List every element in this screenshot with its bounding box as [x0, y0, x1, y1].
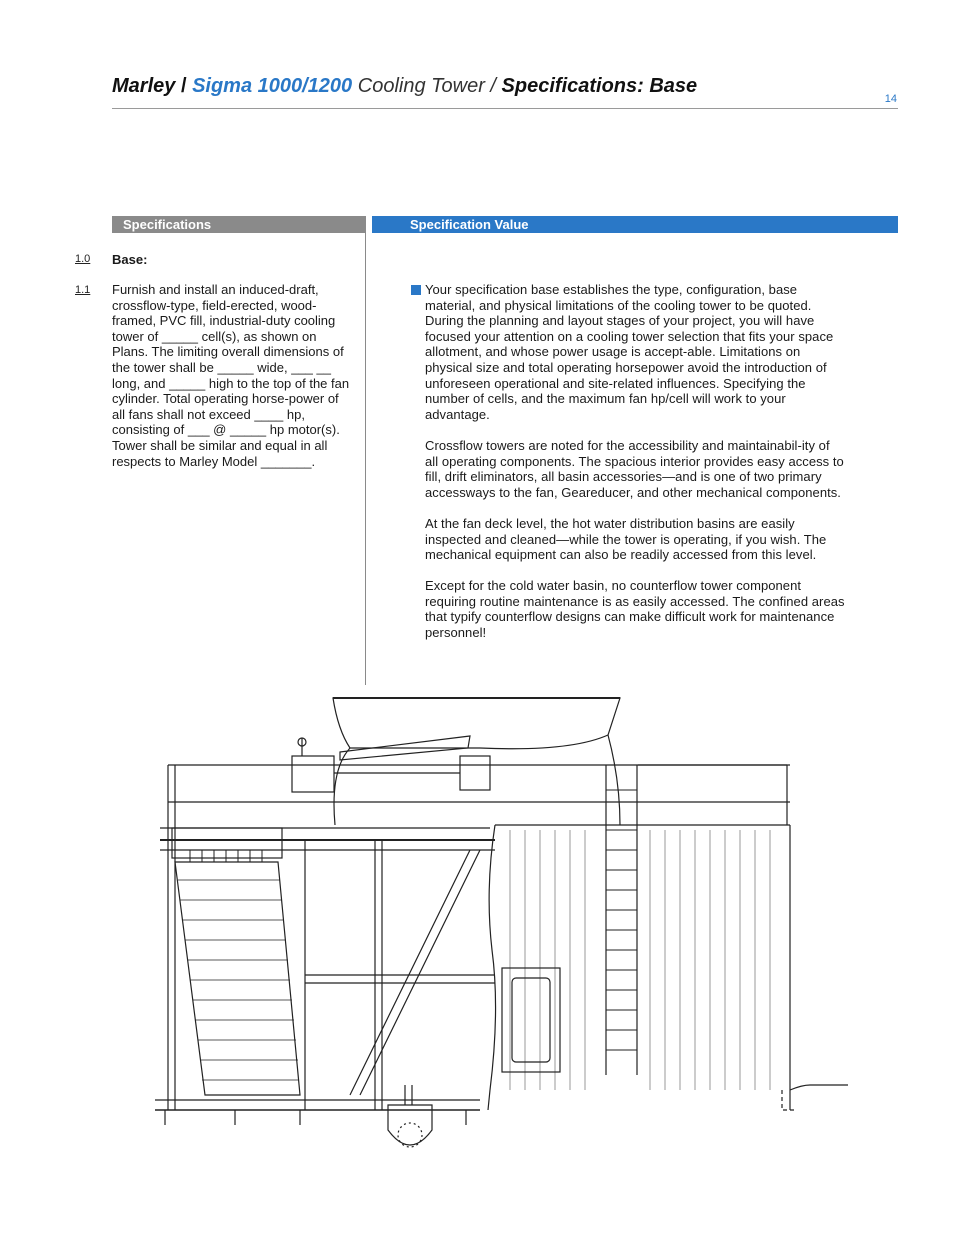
- value-paragraph: At the fan deck level, the hot water distribution basins are easily inspected and cleaned—while the tower is operating, if you wish. The mechanical equipment can also be readily accessed from this level.: [425, 515, 827, 563]
- page-title: [112, 72, 697, 100]
- value-paragraph: Except for the cold water basin, no counterflow tower component requiring routine maintenance is as easily accessed. The confined areas that typify counterflow designs can make difficult work for maintenance personnel!: [425, 578, 845, 641]
- value-paragraph: Crossflow towers are noted for the accessibility and maintainabil-ity of all operating components. The spacious interior provides easy access to fill, drift eliminators, all basin accessories—and is one of two primary accessways to the fan, Geareducer, and other mechanical components.: [425, 437, 844, 500]
- model-name: Sigma 1000/1200: [192, 75, 353, 97]
- item-number-1-1: 1.1: [75, 284, 91, 296]
- specification-value-column-header: Specification Value: [372, 216, 898, 233]
- product-name: Cooling Tower: [357, 75, 485, 97]
- item-label-base: Base:: [112, 252, 148, 267]
- specification-value-text: [425, 282, 845, 656]
- value-paragraph: Your specification base establishes the type, configuration, base material, and physical limitations of the cooling tower to be quoted. During the planning and layout stages of your project, you will have focused your attention on a cooling tower selection that fits your space allotment, and whose power usage is accept-able. Limitations on physical size and total operating horsepower avoid the introduction of unforeseen operational and site-related influences. Specifying the number of cells, and the maximum fan hp/cell will work to your advantage.: [425, 282, 834, 422]
- specification-text: Furnish and install an induced-draft, crossflow-type, field-erected, wood-framed, PVC fill, industrial-duty cooling tower of _____ cell(s), as shown on Plans. The limiting overall dimensions of the tower shall be _____ wide, ___ __ long, and _____ high to the top of the fan cylinder. Total operating horse-power of all fans shall not exceed ____ hp, consisting of ___ @ _____ hp motor(s). Tower shall be similar and equal in all respects to Marley Model _______.: [112, 282, 350, 469]
- column-divider: [365, 233, 366, 685]
- section-name: Specifications: Base: [501, 75, 698, 97]
- item-number-1-0: 1.0: [75, 253, 91, 265]
- cooling-tower-elevation-drawing: [150, 690, 860, 1170]
- title-separator: /: [490, 75, 502, 97]
- brand-name: Marley: [112, 75, 176, 97]
- header-divider: [112, 108, 898, 109]
- blue-square-bullet-icon: [411, 285, 421, 295]
- title-separator: /: [180, 75, 193, 97]
- page-number: 14: [884, 93, 897, 105]
- specifications-column-header: Specifications: [112, 216, 366, 233]
